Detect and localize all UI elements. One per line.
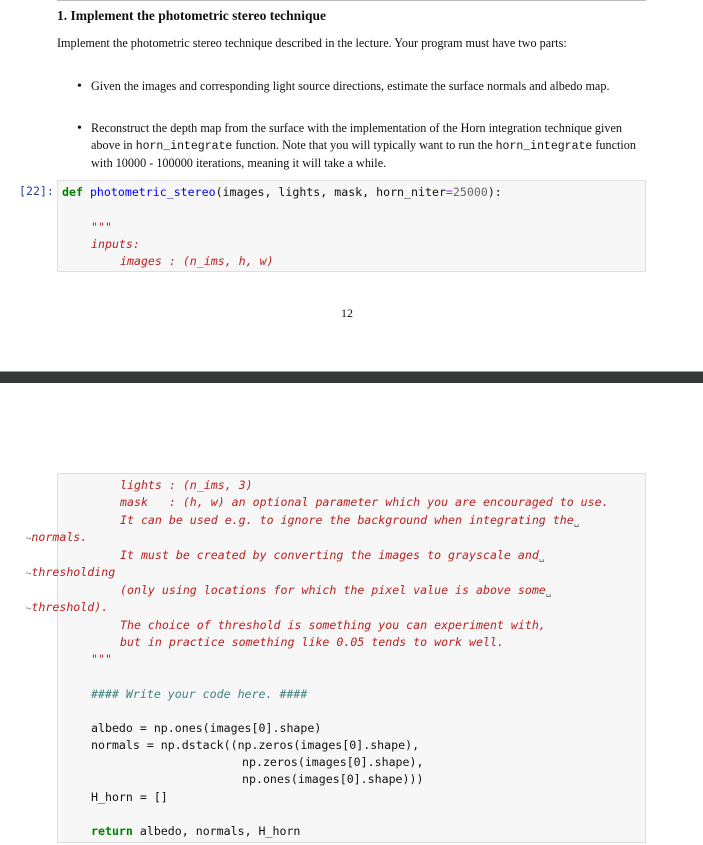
document-page-top bbox=[0, 0, 703, 372]
docstring-practice: but in practice something like 0.05 tends to work well. bbox=[120, 635, 504, 649]
page-number: 12 bbox=[341, 306, 353, 320]
docstring-mask-cont: ↪normals. bbox=[26, 530, 88, 544]
docstring-mask: mask : (h, w) an optional parameter which you are encouraged to use. bbox=[120, 495, 609, 509]
separator-line bbox=[0, 371, 703, 372]
bullet-item-1: Given the images and corresponding light source directions, estimate the surface normals and albedo map. bbox=[91, 79, 610, 93]
bullet-item-2: Reconstruct the depth map from the surface with the implementation of the Horn integration technique given above in horn_integrate function. Note that you will typically want to run the horn_integrate function with 10000 - 100000 iterations, meaning it will take a while. bbox=[91, 121, 636, 170]
code-line-return: return albedo, normals, H_horn bbox=[91, 824, 301, 838]
bullet-dot: • bbox=[77, 121, 82, 136]
intro-paragraph: Implement the photometric stereo technique described in the lecture. Your program must have two parts: bbox=[57, 36, 567, 50]
top-rule bbox=[57, 0, 646, 1]
docstring-only: (only using locations for which the pixel value is above some␣ bbox=[120, 583, 552, 598]
code-cell-top[interactable] bbox=[57, 180, 646, 272]
document-page-bottom bbox=[0, 384, 703, 845]
docstring-only-cont: ↪threshold). bbox=[26, 600, 109, 614]
docstring-mask-2: It can be used e.g. to ignore the background when integrating the␣ bbox=[120, 513, 580, 528]
bullet-dot: • bbox=[77, 79, 82, 94]
docstring-images: images : (n_ims, h, w) bbox=[120, 254, 274, 268]
code-line-normals-1: normals = np.dstack((np.zeros(images[0].shape), bbox=[91, 738, 420, 752]
docstring-gray-cont: ↪thresholding bbox=[26, 565, 116, 579]
docstring-inputs: inputs: bbox=[91, 237, 140, 251]
page-separator bbox=[0, 371, 703, 383]
section-heading: 1. Implement the photometric stereo technique bbox=[57, 8, 326, 23]
code-line-def: def photometric_stereo(images, lights, mask, horn_niter=25000): bbox=[62, 185, 502, 199]
docstring-open: """ bbox=[91, 220, 112, 234]
code-line-normals-2: np.zeros(images[0].shape), bbox=[242, 755, 424, 769]
docstring-gray: It must be created by converting the images to grayscale and␣ bbox=[120, 548, 545, 563]
code-cell-bottom[interactable] bbox=[26, 473, 646, 843]
docstring-lights: lights : (n_ims, 3) bbox=[120, 478, 253, 492]
code-line-albedo: albedo = np.ones(images[0].shape) bbox=[91, 721, 322, 735]
docstring-choice: The choice of threshold is something you can experiment with, bbox=[120, 618, 546, 632]
code-line-normals-3: np.ones(images[0].shape))) bbox=[242, 772, 424, 786]
cell-prompt: [22]: bbox=[19, 184, 54, 198]
code-line-hhorn: H_horn = [] bbox=[91, 790, 168, 804]
docstring-close: """ bbox=[91, 652, 112, 666]
code-comment: #### Write your code here. #### bbox=[91, 687, 308, 701]
